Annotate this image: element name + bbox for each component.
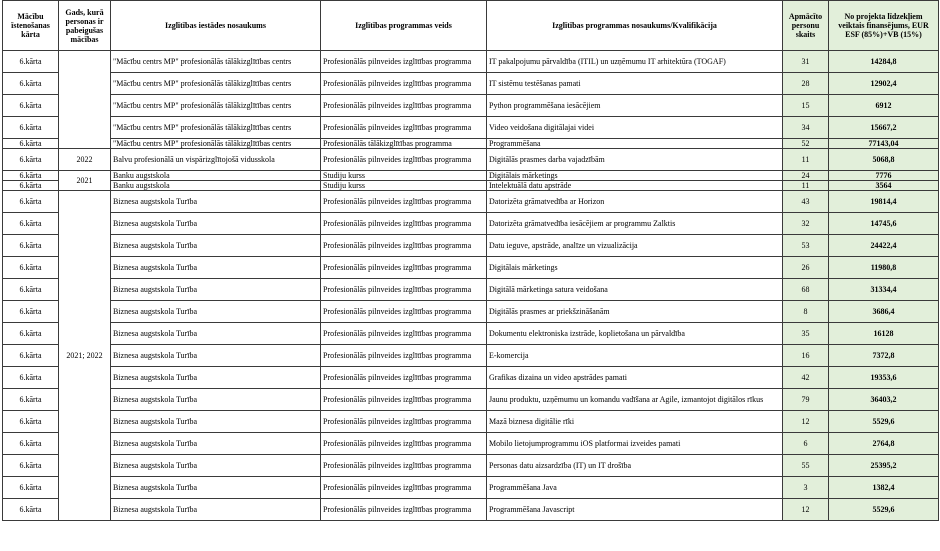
cell-round: 6.kārta	[3, 279, 59, 301]
cell-program-name: E-komercija	[487, 345, 783, 367]
cell-round: 6.kārta	[3, 51, 59, 73]
cell-round: 6.kārta	[3, 345, 59, 367]
table-row	[3, 149, 939, 171]
cell-round: 6.kārta	[3, 73, 59, 95]
table-row	[3, 95, 939, 117]
cell-institution: Banku augstskola	[111, 171, 321, 181]
header-funding: No projekta līdzekļiem veiktais finansējums, EUR ESF (85%)+VB (15%)	[829, 1, 939, 51]
table-row	[3, 323, 939, 345]
cell-institution: Biznesa augstskola Turība	[111, 345, 321, 367]
table-row	[3, 499, 939, 521]
cell-funding: 5529,6	[829, 499, 939, 521]
cell-program-type: Profesionālās pilnveides izglītības programma	[321, 301, 487, 323]
cell-funding: 19353,6	[829, 367, 939, 389]
cell-count: 24	[783, 171, 829, 181]
cell-institution: "Mācību centrs MP" profesionālās tālākizglītības centrs	[111, 51, 321, 73]
cell-institution: Biznesa augstskola Turība	[111, 433, 321, 455]
cell-funding: 19814,4	[829, 191, 939, 213]
cell-funding: 16128	[829, 323, 939, 345]
cell-institution: Biznesa augstskola Turība	[111, 257, 321, 279]
table-row	[3, 191, 939, 213]
cell-count: 43	[783, 191, 829, 213]
cell-institution: Biznesa augstskola Turība	[111, 455, 321, 477]
cell-count: 55	[783, 455, 829, 477]
table-row	[3, 279, 939, 301]
cell-program-type: Profesionālās pilnveides izglītības programma	[321, 389, 487, 411]
header-program-type: Izglītības programmas veids	[321, 1, 487, 51]
cell-count: 52	[783, 139, 829, 149]
cell-program-name: Mazā biznesa digitālie rīki	[487, 411, 783, 433]
cell-institution: "Mācību centrs MP" profesionālās tālākizglītības centrs	[111, 139, 321, 149]
cell-funding: 77143,04	[829, 139, 939, 149]
cell-program-name: Digitālā mārketinga satura veidošana	[487, 279, 783, 301]
cell-funding: 36403,2	[829, 389, 939, 411]
cell-funding: 31334,4	[829, 279, 939, 301]
cell-program-type: Profesionālās pilnveides izglītības programma	[321, 477, 487, 499]
table-row	[3, 139, 939, 149]
cell-count: 11	[783, 181, 829, 191]
cell-funding: 15667,2	[829, 117, 939, 139]
cell-program-type: Studiju kurss	[321, 181, 487, 191]
cell-institution: Biznesa augstskola Turība	[111, 213, 321, 235]
cell-year: 2021	[59, 171, 111, 191]
cell-institution: Biznesa augstskola Turība	[111, 477, 321, 499]
cell-count: 28	[783, 73, 829, 95]
cell-count: 68	[783, 279, 829, 301]
cell-count: 34	[783, 117, 829, 139]
cell-program-type: Profesionālās tālākizglītības programma	[321, 139, 487, 149]
cell-institution: Biznesa augstskola Turība	[111, 279, 321, 301]
cell-round: 6.kārta	[3, 117, 59, 139]
cell-round: 6.kārta	[3, 499, 59, 521]
cell-funding: 14745,6	[829, 213, 939, 235]
table-row	[3, 411, 939, 433]
cell-program-type: Profesionālās pilnveides izglītības programma	[321, 367, 487, 389]
cell-program-name: Digitālais mārketings	[487, 257, 783, 279]
cell-program-name: Digitālās prasmes darba vajadzībām	[487, 149, 783, 171]
header-year: Gads, kurā personas ir pabeigušas mācības	[59, 1, 111, 51]
table-row	[3, 477, 939, 499]
cell-funding: 7776	[829, 171, 939, 181]
cell-program-name: Jaunu produktu, uzņēmumu un komandu vadīšana ar Agile, izmantojot digitālos rīkus	[487, 389, 783, 411]
cell-institution: Banku augstskola	[111, 181, 321, 191]
cell-program-type: Profesionālās pilnveides izglītības programma	[321, 235, 487, 257]
cell-round: 6.kārta	[3, 213, 59, 235]
cell-round: 6.kārta	[3, 367, 59, 389]
cell-funding: 5529,6	[829, 411, 939, 433]
cell-count: 11	[783, 149, 829, 171]
cell-program-type: Profesionālās pilnveides izglītības programma	[321, 73, 487, 95]
cell-institution: "Mācību centrs MP" profesionālās tālākizglītības centrs	[111, 117, 321, 139]
cell-funding: 3686,4	[829, 301, 939, 323]
cell-count: 79	[783, 389, 829, 411]
cell-count: 12	[783, 499, 829, 521]
cell-institution: Biznesa augstskola Turība	[111, 367, 321, 389]
cell-program-type: Profesionālās pilnveides izglītības programma	[321, 117, 487, 139]
cell-round: 6.kārta	[3, 301, 59, 323]
cell-program-type: Profesionālās pilnveides izglītības programma	[321, 213, 487, 235]
cell-count: 26	[783, 257, 829, 279]
cell-round: 6.kārta	[3, 171, 59, 181]
cell-funding: 5068,8	[829, 149, 939, 171]
table-row	[3, 235, 939, 257]
table-row	[3, 117, 939, 139]
cell-program-type: Profesionālās pilnveides izglītības programma	[321, 95, 487, 117]
cell-institution: "Mācību centrs MP" profesionālās tālākizglītības centrs	[111, 73, 321, 95]
cell-program-type: Profesionālās pilnveides izglītības programma	[321, 257, 487, 279]
cell-institution: Biznesa augstskola Turība	[111, 411, 321, 433]
table-row	[3, 171, 939, 181]
cell-program-name: Video veidošana digitālajai videi	[487, 117, 783, 139]
cell-count: 53	[783, 235, 829, 257]
cell-funding: 14284,8	[829, 51, 939, 73]
cell-round: 6.kārta	[3, 323, 59, 345]
cell-program-type: Profesionālās pilnveides izglītības programma	[321, 323, 487, 345]
cell-round: 6.kārta	[3, 257, 59, 279]
cell-program-type: Profesionālās pilnveides izglītības programma	[321, 455, 487, 477]
cell-program-name: Mobilo lietojumprogrammu iOS platformai izveides pamati	[487, 433, 783, 455]
cell-count: 3	[783, 477, 829, 499]
cell-program-type: Profesionālās pilnveides izglītības programma	[321, 191, 487, 213]
cell-program-type: Profesionālās pilnveides izglītības programma	[321, 411, 487, 433]
cell-program-name: Datu ieguve, apstrāde, analīze un vizualizācija	[487, 235, 783, 257]
cell-program-name: Programmēšana	[487, 139, 783, 149]
cell-round: 6.kārta	[3, 477, 59, 499]
cell-institution: Biznesa augstskola Turība	[111, 301, 321, 323]
cell-program-type: Studiju kurss	[321, 171, 487, 181]
cell-institution: Biznesa augstskola Turība	[111, 323, 321, 345]
cell-program-type: Profesionālās pilnveides izglītības programma	[321, 279, 487, 301]
cell-count: 12	[783, 411, 829, 433]
cell-institution: "Mācību centrs MP" profesionālās tālākizglītības centrs	[111, 95, 321, 117]
cell-count: 8	[783, 301, 829, 323]
cell-funding: 12902,4	[829, 73, 939, 95]
cell-program-name: IT sistēmu testēšanas pamati	[487, 73, 783, 95]
cell-count: 16	[783, 345, 829, 367]
cell-program-name: Programmēšana Java	[487, 477, 783, 499]
table-row	[3, 345, 939, 367]
table-row	[3, 181, 939, 191]
cell-funding: 6912	[829, 95, 939, 117]
cell-program-type: Profesionālās pilnveides izglītības programma	[321, 433, 487, 455]
cell-institution: Biznesa augstskola Turība	[111, 235, 321, 257]
cell-count: 32	[783, 213, 829, 235]
cell-institution: Biznesa augstskola Turība	[111, 389, 321, 411]
cell-funding: 25395,2	[829, 455, 939, 477]
cell-count: 6	[783, 433, 829, 455]
cell-round: 6.kārta	[3, 455, 59, 477]
header-count: Apmācīto personu skaits	[783, 1, 829, 51]
cell-program-name: Dokumentu elektroniska izstrāde, koplietošana un pārvaldība	[487, 323, 783, 345]
cell-institution: Biznesa augstskola Turība	[111, 499, 321, 521]
cell-round: 6.kārta	[3, 139, 59, 149]
cell-program-name: Intelektuālā datu apstrāde	[487, 181, 783, 191]
table-row	[3, 389, 939, 411]
cell-round: 6.kārta	[3, 411, 59, 433]
cell-round: 6.kārta	[3, 235, 59, 257]
cell-program-name: Python programmēšana iesācējiem	[487, 95, 783, 117]
cell-program-type: Profesionālās pilnveides izglītības programma	[321, 499, 487, 521]
cell-funding: 2764,8	[829, 433, 939, 455]
header-program-name: Izglītības programmas nosaukums/Kvalifikācija	[487, 1, 783, 51]
cell-funding: 3564	[829, 181, 939, 191]
cell-institution: Balvu profesionālā un vispārizglītojošā vidusskola	[111, 149, 321, 171]
header-row	[3, 1, 939, 51]
cell-count: 35	[783, 323, 829, 345]
table-row	[3, 257, 939, 279]
cell-round: 6.kārta	[3, 433, 59, 455]
training-table	[2, 0, 939, 521]
cell-count: 31	[783, 51, 829, 73]
table-row	[3, 213, 939, 235]
cell-funding: 24422,4	[829, 235, 939, 257]
cell-count: 42	[783, 367, 829, 389]
cell-funding: 11980,8	[829, 257, 939, 279]
cell-program-type: Profesionālās pilnveides izglītības programma	[321, 51, 487, 73]
cell-program-name: Digitālās prasmes ar priekšzināšanām	[487, 301, 783, 323]
cell-round: 6.kārta	[3, 191, 59, 213]
cell-program-name: Datorizēta grāmatvedība iesācējiem ar programmu Zalktis	[487, 213, 783, 235]
cell-program-name: Programmēšana Javascript	[487, 499, 783, 521]
cell-funding: 1382,4	[829, 477, 939, 499]
table-row	[3, 455, 939, 477]
cell-institution: Biznesa augstskola Turība	[111, 191, 321, 213]
cell-year: 2021; 2022	[59, 191, 111, 521]
cell-program-type: Profesionālās pilnveides izglītības programma	[321, 345, 487, 367]
cell-year	[59, 51, 111, 149]
cell-program-name: Grafikas dizaina un video apstrādes pamati	[487, 367, 783, 389]
table-row	[3, 73, 939, 95]
table-row	[3, 51, 939, 73]
header-institution: Izglītības iestādes nosaukums	[111, 1, 321, 51]
cell-count: 15	[783, 95, 829, 117]
cell-program-type: Profesionālās pilnveides izglītības programma	[321, 149, 487, 171]
cell-year: 2022	[59, 149, 111, 171]
cell-program-name: Datorizēta grāmatvedība ar Horizon	[487, 191, 783, 213]
table-row	[3, 301, 939, 323]
cell-round: 6.kārta	[3, 95, 59, 117]
table-body	[3, 51, 939, 521]
cell-funding: 7372,8	[829, 345, 939, 367]
header-round: Mācību īstenošanas kārta	[3, 1, 59, 51]
cell-program-name: Personas datu aizsardzība (IT) un IT drošība	[487, 455, 783, 477]
table-row	[3, 367, 939, 389]
cell-round: 6.kārta	[3, 181, 59, 191]
cell-round: 6.kārta	[3, 149, 59, 171]
cell-round: 6.kārta	[3, 389, 59, 411]
cell-program-name: IT pakalpojumu pārvaldība (ITIL) un uzņēmumu IT arhitektūra (TOGAF)	[487, 51, 783, 73]
cell-program-name: Digitālais mārketings	[487, 171, 783, 181]
table-row	[3, 433, 939, 455]
